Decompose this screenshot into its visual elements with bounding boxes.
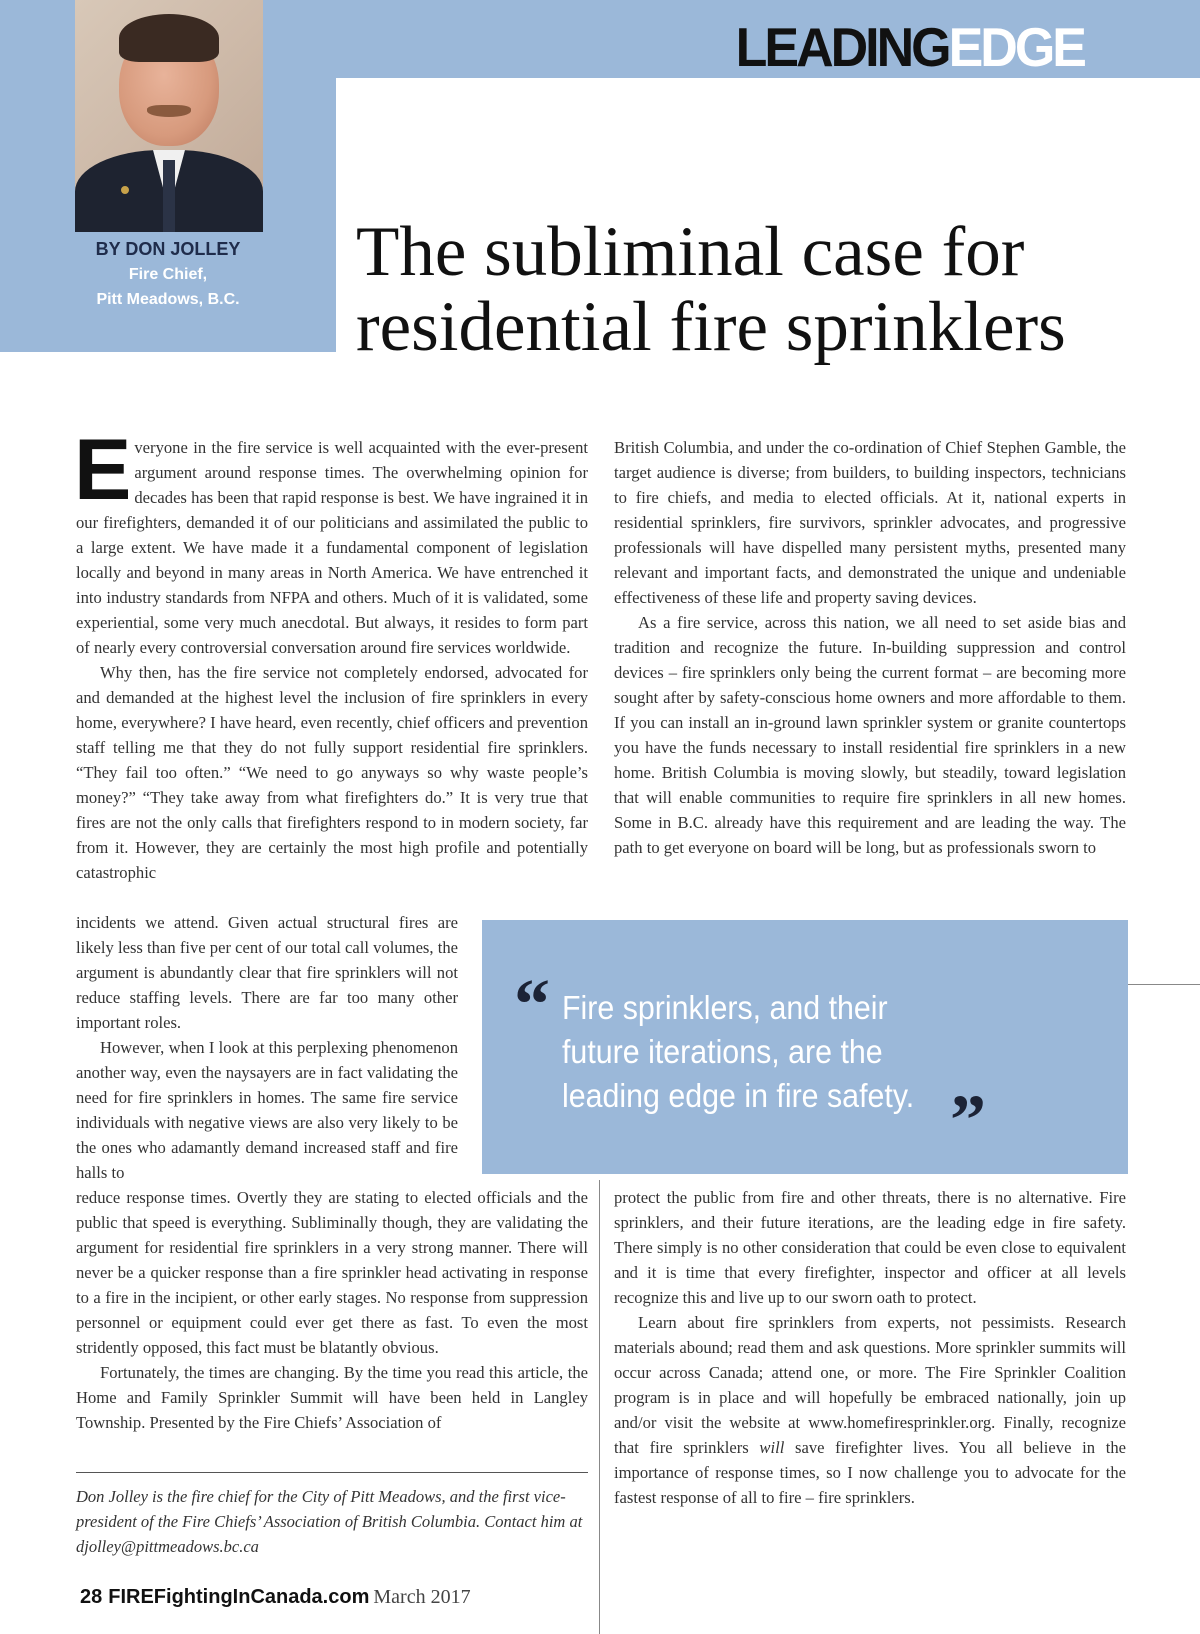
body-column-right-bottom: [614, 1185, 1126, 1510]
body-column-right-top: [614, 435, 1126, 860]
footer-date: March 2017: [373, 1586, 471, 1608]
paragraph-2-continued: incidents we attend. Given actual structural fires are likely less than five per cent of our total call volumes, the argument is abundantly clear that fire sprinklers will not reduce staffing levels. There are far too many other important roles.: [76, 913, 458, 1032]
emphasis-will: will: [759, 1438, 785, 1457]
section-title-dark: LEADING: [735, 17, 949, 79]
pull-quote-text: Fire sprinklers, and their future iterations, are the leading edge in fire safety.: [562, 989, 915, 1114]
drop-cap: E: [74, 422, 132, 518]
author-location: Pitt Meadows, B.C.: [96, 291, 240, 308]
paragraph-3-continued: reduce response times. Overtly they are stating to elected officials and the public that speed is everything. Subliminally though, they are validating the argument for residential fire sprinklers in a very strong manner. There will never be a quicker response than a fire sprinkler head activating in response to a fire in the incipient, or other early stages. No response from suppression personnel or equipment could ever get there as fast. To even the most stridently opposed, this fact must be blatantly obvious.: [76, 1188, 588, 1357]
section-title: [735, 17, 1084, 79]
author-name: BY DON JOLLEY: [95, 239, 241, 259]
paragraph-4: Fortunately, the times are changing. By the time you read this article, the Home and Family Sprinkler Summit will have been held in Langley Township. Presented by the Fire Chiefs’ Association of: [76, 1363, 588, 1432]
paragraph-6-continued: protect the public from fire and other threats, there is no alternative. Fire sprinklers, and their future iterations, are the leading edge in fire safety. There simply is no other consideration that could be even close to equivalent and it is time that every firefighter, inspector and officer at all levels recognize this and live up to our sworn oath to protect.: [614, 1188, 1126, 1307]
paragraph-7-part-a: Learn about fire sprinklers from experts, not pessimists. Research materials abound; read them and ask questions. More sprinkler summits will occur across Canada; attend one, or more. The Fire Sprinkler Coalition program is in place and will hopefully be embraced nationally, join up and/or visit the website at www.homefiresprinkler.org. Finally, recognize that fire sprinklers: [614, 1313, 1126, 1457]
page-number: 28: [80, 1586, 103, 1608]
page-footer: [80, 1584, 471, 1610]
author-photo: [75, 0, 263, 232]
close-quote-mark: ”: [950, 1080, 986, 1160]
paragraph-7-part-b: save firefighter lives. You all believe in the importance of response times, so I now challenge you to advocate for the fastest response of all to fire – fire sprinklers.: [614, 1438, 1126, 1507]
body-column-left-top: [74, 422, 588, 885]
open-quote-mark: “: [514, 964, 550, 1044]
byline: [0, 237, 336, 312]
paragraph-6: As a fire service, across this nation, we all need to set aside bias and tradition and recognize the future. In-building suppression and control devices – fire sprinklers only being the current format – are becoming more sought after by safety-conscious home owners and more affordable to them. If you can install an in-ground lawn sprinkler system or granite countertops you have the funds necessary to install residential fire sprinklers in a new home. British Columbia is moving slowly, but steadily, toward legislation that will enable communities to require fire sprinklers in all new homes. Some in B.C. already have this requirement and are leading the way. The path to get everyone on board will be long, but as professionals sworn to: [614, 613, 1126, 857]
body-column-left-bottom: [76, 1185, 588, 1435]
body-column-left-narrow: [76, 910, 458, 1185]
article-headline: The subliminal case for residential fire sprinklers: [356, 213, 1066, 366]
paragraph-2: Why then, has the fire service not completely endorsed, advocated for and demanded at the highest level the inclusion of fire sprinklers in every home, everywhere? I have heard, even recently, chief officers and prevention staff telling me that they do not fully support residential fire sprinklers. “They fail too often.” “We need to go anyways so why waste people’s money?” “They take away from what firefighters do.” It is very true that fires are not the only calls that firefighters respond to in modern society, far from it. However, they are certainly the most high profile and potentially catastrophic: [76, 663, 588, 882]
bio-divider: [76, 1472, 588, 1473]
paragraph-3: However, when I look at this perplexing phenomenon another way, even the naysayers are in fact validating the need for fire sprinklers in homes. The same fire service individuals with negative views are also very likely to be the ones who adamantly demand increased staff and fire halls to: [76, 1038, 458, 1182]
paragraph-7: [614, 1310, 1126, 1510]
paragraph-5: British Columbia, and under the co-ordination of Chief Stephen Gamble, the target audience is diverse; from builders, to building inspectors, technicians to fire chiefs, and media to elected officials. At it, national experts in residential sprinklers, fire survivors, sprinkler advocates, and progressive professionals will have dispelled many persistent myths, presented many relevant and important facts, and demonstrated the unique and undeniable effectiveness of these life and property saving devices.: [614, 438, 1126, 607]
paragraph-1: veryone in the fire service is well acquainted with the ever-present argument around response times. The overwhelming opinion for decades has been that rapid response is best. We have ingrained it in our firefighters, demanded it of our politicians and assimilated the public to a large extent. We have made it a fundamental component of legislation locally and beyond in many areas in North America. We have entrenched it into industry standards from NFPA and others. Much of it is validated, some experiential, some very much anecdotal. But always, it resides to form part of nearly every controversial conversation around fire services worldwide.: [76, 438, 588, 657]
section-title-light: EDGE: [948, 17, 1084, 79]
author-title: Fire Chief,: [128, 266, 208, 283]
column-divider: [599, 1180, 600, 1634]
author-bio: Don Jolley is the fire chief for the City of Pitt Meadows, and the first vice-president of the Fire Chiefs’ Association of British Columbia. Contact him at djolley@pittmeadows.bc.ca: [76, 1487, 583, 1556]
footer-site: FIREFightingInCanada.com: [108, 1586, 370, 1608]
divider-line: [1128, 984, 1200, 985]
